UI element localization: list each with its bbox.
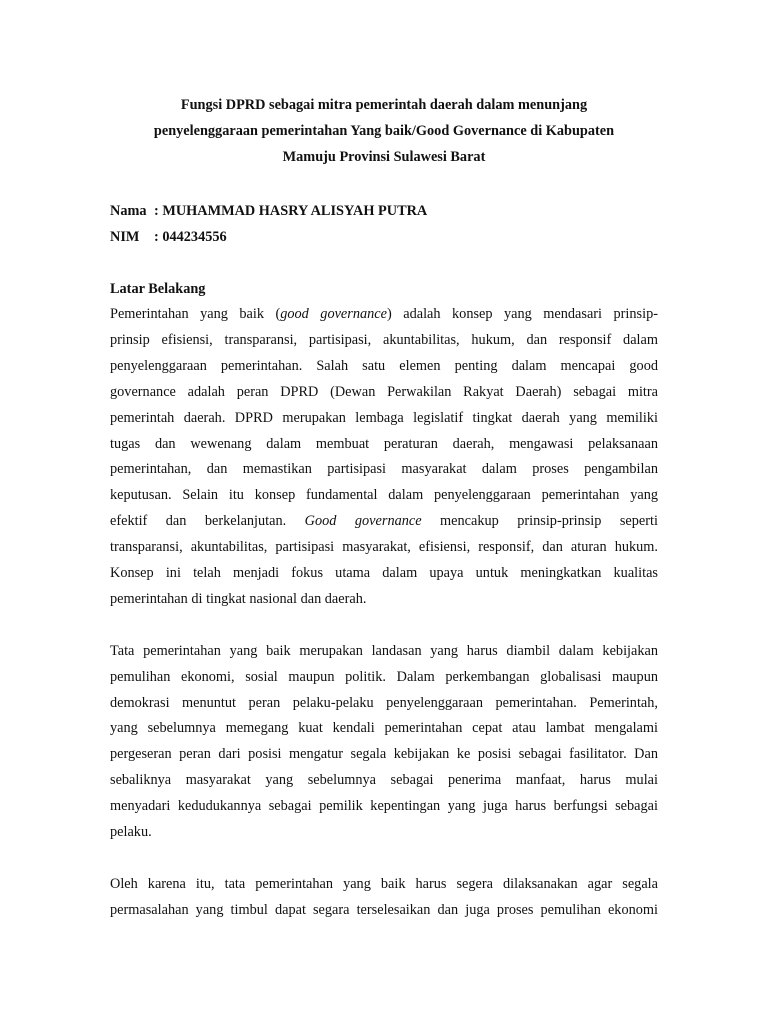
nim-label: NIM [110,229,140,245]
name-label: Nama [110,203,147,219]
section-heading: Latar Belakang [110,281,206,297]
text-line: tugas dan wewenang dalam membuat peraturan daerah, mengawasi pelaksanaan [110,435,658,452]
text-line: Tata pemerintahan yang baik merupakan landasan yang harus diambil dalam kebijakan [110,642,658,659]
italic-term: good governance [280,306,387,322]
text-line: menyadari kedudukannya sebagai pemilik kepentingan yang juga harus berfungsi sebagai [110,798,658,815]
text-line: governance adalah peran DPRD (Dewan Perwakilan Rakyat Daerah) sebagai mitra [110,383,658,400]
title-line: penyelenggaraan pemerintahan Yang baik/Good Governance di Kabupaten [153,123,615,139]
text-line: permasalahan yang timbul dapat segara terselesaikan dan juga proses pemulihan ekonomi [110,901,658,918]
student-identity [110,198,658,250]
text-line: pergeseran peran dari posisi mengatur segala kebijakan ke posisi sebagai fasilitator. Dan [110,746,658,763]
text-line: Oleh karena itu, tata pemerintahan yang baik harus segera dilaksanakan agar segala [110,875,658,892]
text-line: Konsep ini telah menjadi fokus utama dalam upaya untuk meningkatkan kualitas [110,565,658,582]
paragraph-2 [110,639,658,846]
text-line: keputusan. Selain itu konsep fundamental dalam penyelenggaraan pemerintahan yang [110,487,658,504]
text-line: efektif dan berkelanjutan. Good governance mencakup prinsip-prinsip seperti [110,513,658,530]
text-line: sebaliknya masyarakat yang sebelumnya sebagai penerima manfaat, harus mulai [110,772,658,789]
nim-row [110,224,658,250]
title-line: Mamuju Provinsi Sulawesi Barat [282,149,486,165]
paragraph-1 [110,302,658,613]
name-value: : MUHAMMAD HASRY ALISYAH PUTRA [154,203,428,219]
text-line: transparansi, akuntabilitas, partisipasi masyarakat, efisiensi, responsif, dan aturan hukum. [110,539,658,556]
document-title [110,92,658,170]
paragraph-3 [110,872,658,924]
title-line: Fungsi DPRD sebagai mitra pemerintah daerah dalam menunjang [180,97,588,113]
text-line: penyelenggaraan pemerintahan. Salah satu elemen penting dalam mencapai good [110,357,658,374]
text-line: pemerintahan, dan memastikan partisipasi masyarakat dalam proses pengambilan [110,461,658,478]
text-line: prinsip efisiensi, transparansi, partisipasi, akuntabilitas, hukum, dan responsif dalam [110,331,658,348]
text-line: pemulihan ekonomi, sosial maupun politik. Dalam perkembangan globalisasi maupun [110,668,658,685]
text-line: Pemerintahan yang baik (good governance) adalah konsep yang mendasari prinsip- [110,306,658,322]
name-row [110,198,658,224]
text-line: demokrasi menuntut peran pelaku-pelaku penyelenggaraan pemerintahan. Pemerintah, [110,694,658,711]
text-line: pemerintahan di tingkat nasional dan daerah. [110,590,367,607]
text-line: pemerintah daerah. DPRD merupakan lembaga legislatif tingkat daerah yang memiliki [110,409,658,426]
nim-value: : 044234556 [154,229,227,245]
text-line: yang sebelumnya memegang kuat kendali pemerintahan cepat atau lambat mengalami [110,720,658,737]
italic-term: Good governance [304,513,422,530]
text-line: pelaku. [110,824,152,841]
